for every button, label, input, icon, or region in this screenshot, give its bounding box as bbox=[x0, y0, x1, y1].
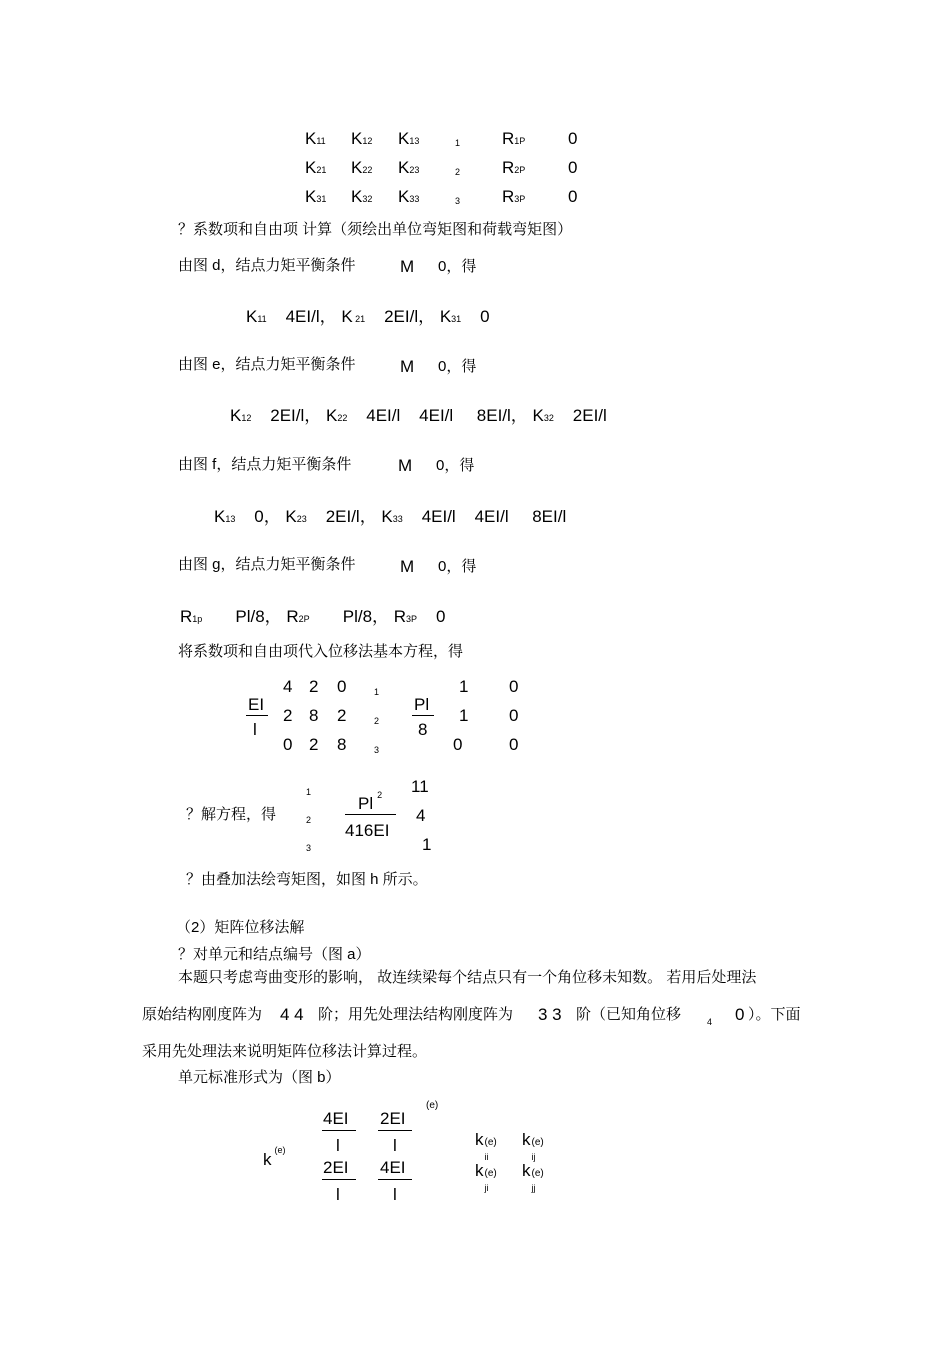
k-line-2: K12 2EI/l， K22 4EI/l 4EI/l 8EI/l， K32 2EI/l bbox=[230, 406, 607, 425]
k13: K13 bbox=[398, 129, 420, 148]
k32: K32 bbox=[351, 187, 373, 206]
solution-fraction-bar bbox=[345, 814, 396, 815]
k21: K21 bbox=[305, 158, 327, 177]
solution-cell: 4 bbox=[416, 806, 426, 825]
a21-denominator: l bbox=[336, 1185, 340, 1204]
k-cell: 2 bbox=[309, 735, 319, 754]
zero1: 0 bbox=[568, 129, 578, 148]
balance-zero-g: 0，得 bbox=[438, 558, 477, 575]
a12-bar bbox=[378, 1130, 412, 1131]
theta1: 1 bbox=[455, 138, 461, 148]
k-ij: k (e) ij bbox=[522, 1130, 544, 1162]
paragraph-2c: 阶（已知角位移 bbox=[576, 1006, 682, 1023]
k12: K12 bbox=[351, 129, 373, 148]
paragraph-2d: ）。下面 bbox=[748, 1006, 801, 1023]
matrix-superscript: (e) bbox=[426, 1100, 439, 1111]
a21-numerator: 2EI bbox=[323, 1158, 349, 1177]
a22-denominator: l bbox=[393, 1185, 397, 1204]
k-line-1: K11 4EI/l， K 21 2EI/l， K31 0 bbox=[246, 307, 490, 326]
a12-numerator: 2EI bbox=[380, 1109, 406, 1128]
load-cell: 0 bbox=[453, 735, 463, 754]
paragraph-2-order-2: 3 3 bbox=[538, 1005, 562, 1024]
k-jj: k (e) jj bbox=[522, 1161, 544, 1193]
solution-theta: 3 bbox=[306, 843, 312, 853]
load-cell: 1 bbox=[459, 677, 469, 696]
solution-cell: 11 bbox=[411, 777, 429, 796]
load-numerator: Pl bbox=[414, 695, 430, 714]
solve-text: ？解方程，得 bbox=[186, 806, 277, 823]
coef-numerator: EI bbox=[248, 695, 265, 714]
r3p: R3P bbox=[502, 187, 526, 206]
a21-bar bbox=[322, 1179, 356, 1180]
a22-numerator: 4EI bbox=[380, 1158, 406, 1177]
paragraph-2b: 阶；用先处理法结构刚度阵为 bbox=[318, 1006, 514, 1023]
paragraph-1: 本题只考虑弯曲变形的影响， 故连续梁每个结点只有一个角位移未知数。 若用后处理法 bbox=[178, 969, 757, 986]
k-e-label: k $^{(e)}$ bbox=[263, 1145, 286, 1169]
a11-numerator: 4EI bbox=[323, 1109, 349, 1128]
paragraph-2-sub: 4 bbox=[707, 1017, 713, 1027]
k-cell: 0 bbox=[337, 677, 347, 696]
k-line-3: K13 0， K23 2EI/l， K33 4EI/l 4EI/l 8EI/l bbox=[214, 507, 567, 526]
load-cell: 1 bbox=[459, 706, 469, 725]
coef-heading: ？系数项和自由项 计算（须绘出单位弯矩图和荷载弯矩图） bbox=[178, 221, 573, 238]
k23: K23 bbox=[398, 158, 420, 177]
k-ii: k (e) ii bbox=[475, 1130, 497, 1162]
paragraph-2-zero: 0 bbox=[735, 1005, 745, 1024]
moment-symbol-f: M bbox=[398, 456, 413, 475]
theta3: 3 bbox=[455, 196, 461, 206]
zero2: 0 bbox=[568, 158, 578, 177]
a11-denominator: l bbox=[336, 1136, 340, 1155]
zero3: 0 bbox=[568, 187, 578, 206]
numbering-text: ？对单元和结点编号（图 a） bbox=[178, 946, 371, 963]
moment-symbol-e: M bbox=[400, 357, 415, 376]
k-ji: k (e) ji bbox=[475, 1161, 497, 1193]
k22: K22 bbox=[351, 158, 373, 177]
substitute-text: 将系数项和自由项代入位移法基本方程，得 bbox=[178, 643, 464, 660]
coef-fraction-bar bbox=[246, 715, 268, 716]
k31: K31 bbox=[305, 187, 327, 206]
k-cell: 2 bbox=[283, 706, 293, 725]
a11-bar bbox=[322, 1130, 356, 1131]
superpose-text: ？由叠加法绘弯矩图，如图 h 所示。 bbox=[186, 871, 428, 888]
a22-bar bbox=[378, 1179, 412, 1180]
solution-numerator: Pl $^2$ bbox=[358, 790, 383, 813]
coef-denominator: l bbox=[253, 720, 257, 739]
k-cell: 2 bbox=[309, 677, 319, 696]
balance-zero-f: 0，得 bbox=[436, 457, 475, 474]
k-cell: 0 bbox=[283, 735, 293, 754]
fig-g-text: 由图 g，结点力矩平衡条件 bbox=[178, 556, 356, 573]
theta-index: 2 bbox=[374, 716, 380, 726]
k-cell: 2 bbox=[337, 706, 347, 725]
k33: K33 bbox=[398, 187, 420, 206]
solution-theta: 1 bbox=[306, 787, 312, 797]
r2p: R2P bbox=[502, 158, 526, 177]
rhs-cell: 0 bbox=[509, 706, 519, 725]
paragraph-2a: 原始结构刚度阵为 bbox=[142, 1006, 263, 1023]
k11: K11 bbox=[305, 129, 326, 148]
fig-e-text: 由图 e，结点力矩平衡条件 bbox=[178, 356, 356, 373]
solution-denominator: 416EI bbox=[345, 821, 390, 840]
theta-index: 1 bbox=[374, 687, 380, 697]
fig-d-text: 由图 d，结点力矩平衡条件 bbox=[178, 257, 356, 274]
k-cell: 8 bbox=[337, 735, 347, 754]
r1p: R1P bbox=[502, 129, 526, 148]
paragraph-2-order-1: 4 4 bbox=[280, 1005, 304, 1024]
k-cell: 8 bbox=[309, 706, 319, 725]
theta-index: 3 bbox=[374, 745, 380, 755]
solution-cell: 1 bbox=[422, 835, 432, 854]
k-cell: 4 bbox=[283, 677, 293, 696]
load-fraction-bar bbox=[412, 715, 434, 716]
a12-denominator: l bbox=[393, 1136, 397, 1155]
section-2-heading: （2）矩阵位移法解 bbox=[176, 919, 305, 936]
r-line: R1p Pl/8， R2P Pl/8， R3P 0 bbox=[180, 607, 446, 626]
solution-theta: 2 bbox=[306, 815, 312, 825]
load-denominator: 8 bbox=[418, 720, 428, 739]
rhs-cell: 0 bbox=[509, 677, 519, 696]
paragraph-3: 采用先处理法来说明矩阵位移法计算过程。 bbox=[142, 1043, 428, 1060]
element-std-text: 单元标准形式为（图 b） bbox=[178, 1069, 341, 1086]
balance-zero-d: 0，得 bbox=[438, 258, 477, 275]
balance-zero-e: 0，得 bbox=[438, 358, 477, 375]
fig-f-text: 由图 f，结点力矩平衡条件 bbox=[178, 456, 352, 473]
moment-symbol-d: M bbox=[400, 257, 415, 276]
moment-symbol-g: M bbox=[400, 557, 415, 576]
rhs-cell: 0 bbox=[509, 735, 519, 754]
theta2: 2 bbox=[455, 167, 461, 177]
